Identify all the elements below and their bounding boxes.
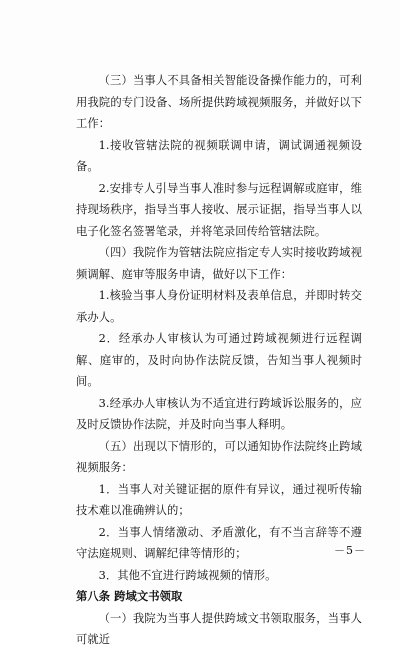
paragraph-5-1: 1．当事人对关键证据的原件有异议，通过视听传输技术难以准确辨认的； bbox=[76, 482, 362, 517]
paragraph-4-1: 1.核验当事人身份证明材料及表单信息，并即时转交承办人。 bbox=[76, 289, 362, 324]
article-8-title: 第八条 跨域文书领取 bbox=[76, 589, 183, 603]
paragraph-4: （四）我院作为管辖法院应指定专人实时接收跨域视频调解、庭审等服务申请，做好以下工作： bbox=[76, 246, 362, 281]
paragraph-5: （五）出现以下情形的，可以通知协作法院终止跨域视频服务： bbox=[76, 439, 362, 474]
paragraph-3-2: 2.安排专人引导当事人准时参与远程调解或庭审，维持现场秩序，指导当事人接收、展示证据，指导当事人以电子化签名签署笔录，并将笔录回传给管辖法院。 bbox=[76, 181, 362, 238]
document-content bbox=[76, 70, 362, 651]
paragraph-5-3: 3．其他不宜进行跨域视频的情形。 bbox=[98, 568, 277, 582]
paragraph-3-1: 1.接收管辖法院的视频联调申请，调试调通视频设备。 bbox=[76, 138, 362, 173]
article-8-paragraph-1: （一）我院为当事人提供跨域文书领取服务，当事人可就近 bbox=[76, 611, 362, 646]
page-number: －5－ bbox=[334, 544, 366, 557]
paragraph-5-2: 2．当事人情绪激动、矛盾激化，有不当言辞等不遵守法庭规则、调解纪律等情形的； bbox=[76, 525, 362, 560]
paragraph-4-3: 3.经承办人审核认为不适宜进行跨域诉讼服务的，应及时反馈协作法院，并及时向当事人释明。 bbox=[76, 396, 362, 431]
paragraph-4-2: 2．经承办人审核认为可通过跨域视频进行远程调解、庭审的，及时向协作法院反馈，告知当事人视频时间。 bbox=[76, 332, 362, 388]
paragraph-3: （三）当事人不具备相关智能设备操作能力的，可利用我院的专门设备、场所提供跨域视频服务，并做好以下工作： bbox=[76, 74, 362, 130]
